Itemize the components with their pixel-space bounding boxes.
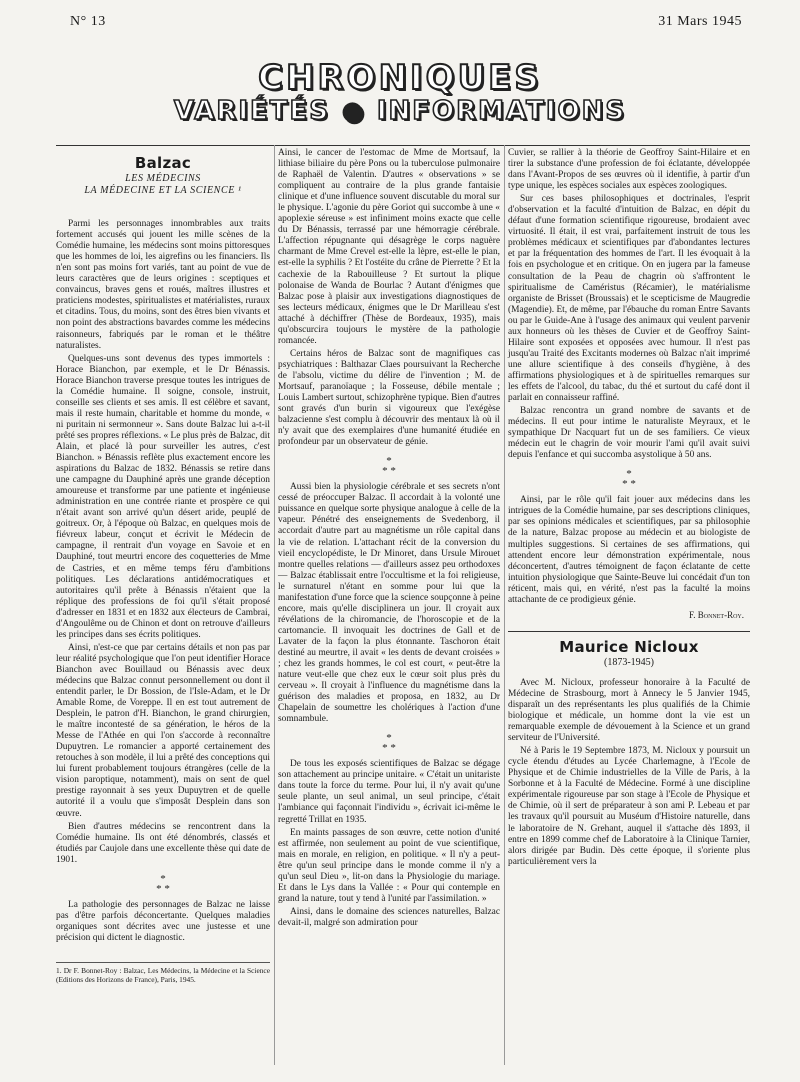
paragraph: En maints passages de son œuvre, cette notion d'unité est affirmée, non seulement au point de vue scientifique, mais en morale, en religion, en politique. « Il n'y a peut-être qu'un seul principe dans le monde comme il n'y a qu'un seul Dieu », lit-on dans la Physiologie du mariage. Et dans le Lys dans la Vallée : « Pour qui contemple en grand la nature, tout y tend à l'unité par l'assimilation. » bbox=[278, 827, 500, 904]
paragraph: De tous les exposés scientifiques de Balzac se dégage son attachement au principe unitaire. « C'était un unitariste dans toute la force du terme. Pour lui, il n'y avait qu'une seule plante, un seul animal, un seul principe, c'était l'ambiance qui façonnait l'individu », écrivait ici-même le regretté Trillat en 1935. bbox=[278, 759, 500, 825]
section-rule bbox=[508, 631, 750, 632]
paragraph: Bien d'autres médecins se rencontrent dans la Comédie humaine. Ils ont été dénombrés, classés et étudiés par Caujole dans une excellente thèse qui date de 1901. bbox=[56, 821, 270, 865]
section-stars: * * * bbox=[622, 468, 636, 491]
article-subtitle-2: LA MÉDECINE ET LA SCIENCE ¹ bbox=[84, 185, 242, 197]
paragraph: Ainsi, le cancer de l'estomac de Mme de Mortsauf, la lithiase biliaire du père Pons ou la tuberculose pulmonaire de Raphaël de Valentin. D'autres « observations » se compliquent au contraire de la plus grande fantaisie clinique et d'une influence souvent discutable du moral sur le physique. L'agonie du père Goriot qui succombe à une « apoplexie séreuse » est infiniment moins exacte que celle du Dr Bénassis, terrassé par une hémorragie cérébrale. L'affection répugnante qui désagrège le corps naguère charmant de Mme Crevel est-elle la lèpre, est-elle le pian, est-elle la syphilis ? Et l'ostéite du crâne de Pierrette ? Et la cachexie de la Rabouilleuse ? Et surtout la plique polonaise de Wanda de Bourlac ? Autant d'énigmes que Balzac pose à plaisir aux investigations diagnostiques de ses lecteurs médicaux, énigmes que le Dr Marilleau s'est attaché à déchiffrer (Thèse de Bordeaux, 1935), mais qu'obscurcira toujours le mystère de la pathologie romancée. bbox=[278, 148, 500, 346]
masthead-chroniques: CHRONIQUES bbox=[258, 58, 542, 98]
paragraph: Certains héros de Balzac sont de magnifiques cas psychiatriques : Balthazar Claes poursuivant la Recherche de l'absolu, victime du délire de l'invention ; M. de Mortsauf, paranoïaque ; la Fosseuse, débile mentale ; Louis Lambert surtout, schizophrène typique. Bien d'autres sont gravés d'un burin si vigoureux que l'exégèse balzacienne s'est complu à découvrir des mentaux là où il n'y avait que des exemplaires d'une humanité étudiée en profondeur par un observateur de génie. bbox=[278, 348, 500, 448]
column-1 bbox=[56, 148, 270, 984]
masthead-informations: INFORMATIONS bbox=[376, 96, 627, 126]
paragraph: Avec M. Nicloux, professeur honoraire à la Faculté de Médecine de Strasbourg, mort à Annecy le 5 Janvier 1945, disparaît un des représentants les plus qualifiés de la Chimie biologique et médicale, un homme dont la vie est un remarquable exemple de dévouement à la Science et un grand serviteur de l'Université. bbox=[508, 677, 750, 744]
signature: F. Bonnet-Roy. bbox=[688, 609, 744, 620]
paragraph: La pathologie des personnages de Balzac ne laisse pas d'être parfois déconcertante. Quelques maladies organiques sont décrites avec une justesse et une précision qui dictent le diagnostic. bbox=[56, 899, 270, 943]
column-3 bbox=[508, 148, 750, 868]
masthead-subtitle bbox=[0, 96, 800, 126]
section-stars: * * * bbox=[156, 872, 170, 895]
paragraph: Sur ces bases philosophiques et doctrinales, l'esprit d'observation et la faculté d'intuition de Balzac, en dépit du défaut d'une formation scientifique rigoureuse, brodaient avec virtuosité. Il était, il est vrai, parfaitement instruit de tous les problèmes médicaux et scientifiques par d'abondantes lectures et par la fréquentation des hommes de l'art. Il les évoquait à la fois en psychologue et en critique. On en jugera par la fameuse consultation de la Peau de chagrin où s'affrontent le spiritualisme de Caméristus (Récamier), le matérialisme organiste de Brisset (Broussais) et le scepticisme de Maugredie (Magendie). Et, de même, par l'ébauche du roman Entre Savants ou par le Guide-Ane à l'usage des animaux qui veulent parvenir aux honneurs où les thèses de Cuvier et de Geoffroy Saint-Hilaire sont exposées et opposées avec humour. Il n'est pas jusqu'au Traité des Excitants modernes où Balzac n'ait imprimé une allure scientifique à des conseils d'hygiène, à des affirmations physiologiques et à de spirituelles remarques sur les effets de l'alcool, du tabac, du thé et surtout du café dont il parlait en connaisseur raffiné. bbox=[508, 194, 750, 404]
paragraph: Parmi les personnages innombrables aux traits fortement accusés qui jouent les mille scènes de la Comédie humaine, les médecins sont moins pittoresques que les hommes de loi, les aigrefins ou les financiers. Ils n'en sont pas moins fort variés, tant au point de vue de leurs caractères que de leurs origines : sceptiques et convaincus, braves gens et roués, maîtres illustres et praticiens modestes, spiritualistes et matérialistes, ruraux et citadins. Tous, du moins, sont des êtres bien vivants et non point des abstractions bavardes comme les médecins raisonneurs, fabriqués par le roman et le théâtre naturalistes. bbox=[56, 219, 270, 351]
paragraph: Ainsi, dans le domaine des sciences naturelles, Balzac devait-il, malgré son admiration pour bbox=[278, 906, 500, 928]
section-stars: * * * bbox=[382, 732, 396, 755]
issue-number: N° 13 bbox=[70, 14, 106, 29]
bullet-dot-icon: ● bbox=[341, 96, 366, 126]
masthead-varietes: VARIÉTÉS bbox=[173, 96, 331, 126]
paragraph: Balzac rencontra un grand nombre de savants et de médecins. Il eut pour intime le naturaliste Meyraux, et le sympathique Dr Nacquart fut un de ses familiers. Ce vieux médecin eut le chagrin de voir mourir l'ami qu'il avait suivi depuis l'enfance et qui succomba asystolique à 50 ans. bbox=[508, 406, 750, 461]
column-rule bbox=[274, 145, 275, 1065]
issue-date: 31 Mars 1945 bbox=[658, 14, 742, 29]
column-rule bbox=[504, 145, 505, 1065]
paragraph: Né à Paris le 19 Septembre 1873, M. Nicloux y poursuit un cycle étendu d'études au Lycée Charlemagne, à l'Ecole de Physique et de Chimie industrielles de la Ville de Paris, à la Sorbonne et à la Faculté de Médecine. Formé à une discipline expérimentale rigoureuse par son stage à l'Ecole de Physique et de Chimie, où il sert de préparateur à son ami P. Lebeau et par les travaux qu'il poursuit au Muséum d'Histoire naturelle, dans le laboratoire de N. Grehant, auquel il s'attache dès 1893, il entre en 1899 comme chef de Laboratoire à la Clinique Tarnier, alors dirigée par Budin. Dès cette époque, il s'oriente plus particulièrement vers la bbox=[508, 746, 750, 867]
article-title-nicloux: Maurice Nicloux bbox=[559, 637, 699, 656]
article-title-balzac: Balzac bbox=[134, 154, 192, 172]
article-dates: (1873-1945) bbox=[604, 656, 654, 668]
paragraph: Ainsi, par le rôle qu'il fait jouer aux médecins dans les intrigues de la Comédie humaine, par ses descriptions cliniques, par ses opinions médicales et scientifiques, par sa philosophie de la nature, Balzac propose au médecin et au biologiste de multiples suggestions. Si certaines de ses affirmations, qui attendent encore leur démonstration expérimentale, nous déconcertent, d'autres témoignent de façon éclatante de cette intuition physiologique que Sainte-Beuve lui concédait d'un ton réticent, mais qui, en vérité, n'est pas la faculté la moins attachante de ce prodigieux génie. bbox=[508, 495, 750, 605]
paragraph: Ainsi, n'est-ce que par certains détails et non pas par leur réalité psychologique que l'on peut identifier Horace Bianchon avec Bouillaud ou Bénassis avec deux médecins que Balzac connut personnellement ou dont il entendit parler, le Dr Bossion, de l'Isle-Adam, et le Dr Amable Rome, de Voreppe. Il en est tout autrement de Desplein, le patron d'H. Bianchon, le grand chirurgien, le maître incontesté de sa génération, le héros de la Messe de l'Athée en qui l'on s'accorde à reconnaître Dupuytren. Le romancier a apporté certainement des retouches à son modèle, il lui a prêté des conceptions qui lui furent probablement toujours étrangères (celle de la vision paroptique, notamment), mais on sent de quel prestige rayonnait à ses yeux Dupuytren et de quelle autorité il a voulu que s'imposât Desplein dans son œuvre. bbox=[56, 642, 270, 819]
column-2 bbox=[278, 148, 500, 929]
paragraph: Cuvier, se rallier à la théorie de Geoffroy Saint-Hilaire et en tirer la substance d'une profession de foi éclatante, développée dans l'Avant-Propos de ses œuvres où il identifie, à partir d'un type unique, les espèces sociales aux espèces zoologiques. bbox=[508, 148, 750, 192]
article-subtitle-1: LES MÉDECINS bbox=[125, 173, 201, 185]
paragraph: Aussi bien la physiologie cérébrale et ses secrets n'ont cessé de préoccuper Balzac. Il accordait à la volonté une puissance en quelque sorte physique analogue à celle de la vapeur. Pénétré des enseignements de Svedenborg, il accordait d'autre part au magnétisme un rôle capital dans la vie de relation. L'attachant récit de la conversion du vieil encyclopédiste, le Dr Minoret, dans Ursule Mirouet montre quelles relations — d'ailleurs assez peu orthodoxes — Balzac établissait entre l'occultisme et la foi religieuse, le surnaturel n'étant en somme pour lui que la manifestation d'une force que la science soupçonne à peine encore, mais qu'elle disciplinera un jour. Il croyait aux révélations de la chiromancie, de l'horoscopie et de la cartomancie. Il invoquait les doctrines de Gall et de Lavater de la façon la plus étonnante. Taschoron était destiné au meurtre, il avait « les dents de devant croisées » ; chez les grands hommes, le col est court, « peut-être la nature veut-elle que chez eux le cœur soit plus près du cerveau ». Il croyait à l'influence du magnétisme dans la guérison des maladies et proposa, en 1832, au Dr Chapelain de soumettre les cholériques à l'action d'une somnambule. bbox=[278, 482, 500, 725]
top-rule bbox=[56, 145, 750, 146]
section-stars: * * * bbox=[382, 455, 396, 478]
paragraph: Quelques-uns sont devenus des types immortels : Horace Bianchon, par exemple, et le Dr Bénassis. Horace Bianchon traverse presque toutes les intrigues de la Comédie humaine. Il soigne, console, instruit, conseille ses clients et ses amis. Il est célèbre et savant, mais il reste humain, charitable et homme du monde, « ni puritain ni sermonneur ». Sans doute Balzac lui a-t-il prêté ses propres réflexions. « Le plus près de Balzac, dit Alain, et placé là pour surveiller les autres, c'est Bianchon. » Bénassis reflète plus exactement encore les aspirations du Balzac de 1832. Bénassis se retire dans une campagne du Dauphiné après une grande déception amoureuse et transforme par une patiente et ingénieuse administration en une contrée riante et prospère ce qui n'était avant son arrivé qu'un désert aride, peuplé de goitreux. Or, à l'époque où Balzac, en quelques mois de fiévreux labeur, conçut et écrivit le Médecin de campagne, il rentrait d'un voyage en Savoie et en Dauphiné, tout meurtri encore des coquetteries de Mme de Castries, et en même temps féru d'ambitions politiques. Les déclarations antidémocratiques et autoritaires qu'il prête à Bénassis n'étaient que la réplique des professions de foi qu'il s'était proposé d'adresser en 1831 et en 1832 aux électeurs de Cambrai, d'Angoulême ou de Chinon et dont on retrouve d'ailleurs les principes dans ses écrits politiques. bbox=[56, 353, 270, 640]
footnote: 1. Dr F. Bonnet-Roy : Balzac, Les Médecins, la Médecine et la Science (Editions des Horizons de France), Paris, 1945. bbox=[56, 962, 270, 984]
